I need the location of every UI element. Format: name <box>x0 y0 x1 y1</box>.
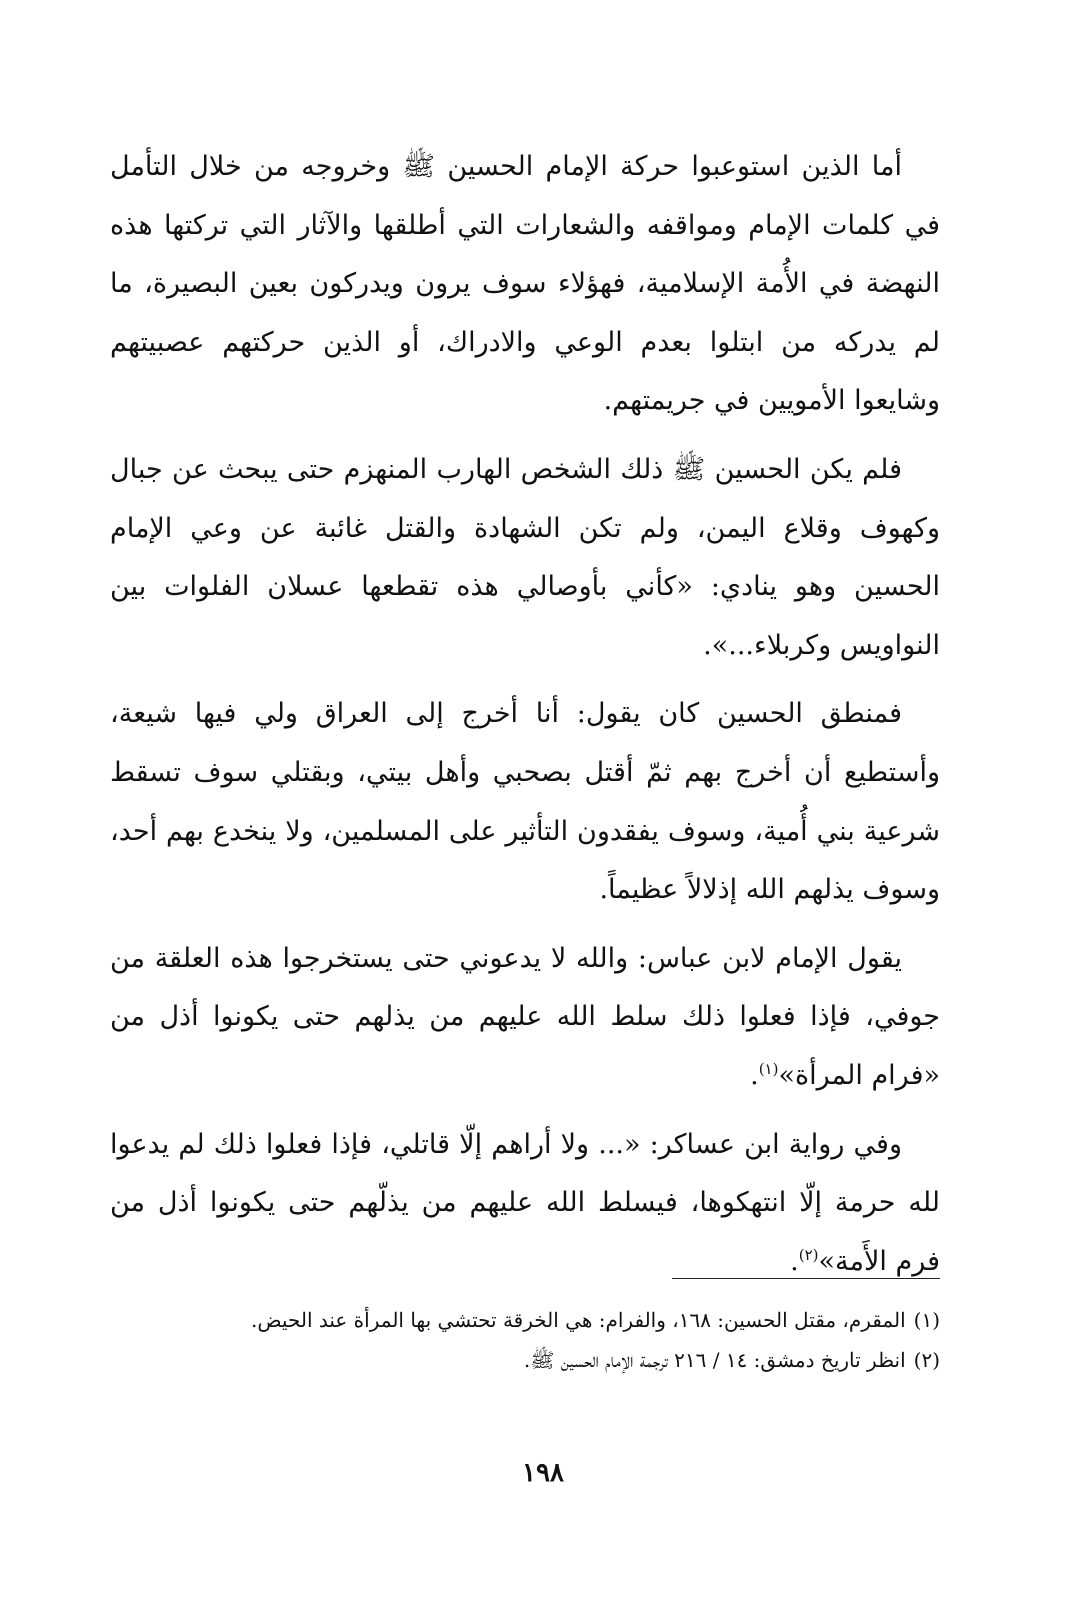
paragraph-5-text: وفي رواية ابن عساكر: «... ولا أراهم إلّا قاتلي، فإذا فعلوا ذلك لم يدعوا لله حرمة إلّا انتهكوها، فيسلط الله عليهم من يذلّهم حتى يكونوا أذل من فرم الأَمة» <box>110 1128 940 1277</box>
footnote-1-number: (١) <box>913 1308 940 1332</box>
paragraph-2: فلم يكن الحسين ﷺ ذلك الشخص الهارب المنهزم حتى يبحث عن جبال وكهوف وقلاع اليمن، ولم تكن الشهادة والقتل غائبة عن وعي الإمام الحسين وهو ينادي: «كأني بأوصالي هذه تقطعها عسلان الفلوات بين النواويس وكربلاء...». <box>110 453 940 661</box>
footnote-ref-2: (٢) <box>798 1245 819 1264</box>
footnotes <box>110 1300 940 1380</box>
footnote-1 <box>110 1300 940 1340</box>
paragraph-3: فمنطق الحسين كان يقول: أنا أخرج إلى العراق ولي فيها شيعة، وأستطيع أن أخرج بهم ثمّ أقتل بصحبي وأهل بيتي، وبقتلي سوف تسقط شرعية بني أُمية، وسوف يفقدون التأثير على المسلمين، ولا ينخدع بهم أحد، وسوف يذلهم الله إذلالاً عظيماً. <box>110 698 940 906</box>
main-text <box>110 138 940 1291</box>
page-number: ١٩٨ <box>522 1458 564 1488</box>
paragraph-4-end: . <box>750 1059 759 1091</box>
paragraph-5 <box>110 1116 940 1292</box>
footnote-2 <box>110 1340 940 1380</box>
paragraph-1: أما الذين استوعبوا حركة الإمام الحسين ﷺ وخروجه من خلال التأمل في كلمات الإمام ومواقفه والشعارات التي أطلقها والآثار التي تركتها هذه النهضة في الأُمة الإسلامية، فهؤلاء سوف يرون ويدركون بعين البصيرة، ما لم يدركه من ابتلوا بعدم الوعي والادراك، أو الذين حركتهم عصبيتهم وشايعوا الأمويين في جريمتهم. <box>110 151 940 417</box>
footnote-divider <box>672 1278 940 1279</box>
footnote-1-text: المقرم، مقتل الحسين: ١٦٨، والفرام: هي الخرقة تحتشي بها المرأة عند الحيض. <box>251 1308 906 1332</box>
paragraph-5-end: . <box>790 1245 799 1277</box>
paragraph-4 <box>110 930 940 1106</box>
footnote-2-text: انظر تاريخ دمشق: ١٤ / ٢١٦ ترجمة الإمام الحسين ﷺ. <box>523 1348 906 1372</box>
footnote-ref-1: (١) <box>758 1059 779 1078</box>
footnote-2-number: (٢) <box>913 1348 940 1372</box>
paragraph-4-text: يقول الإمام لابن عباس: والله لا يدعوني حتى يستخرجوا هذه العلقة من جوفي، فإذا فعلوا ذلك سلط الله عليهم من يذلهم حتى يكونوا أذل من «فرام المرأة» <box>110 942 940 1091</box>
